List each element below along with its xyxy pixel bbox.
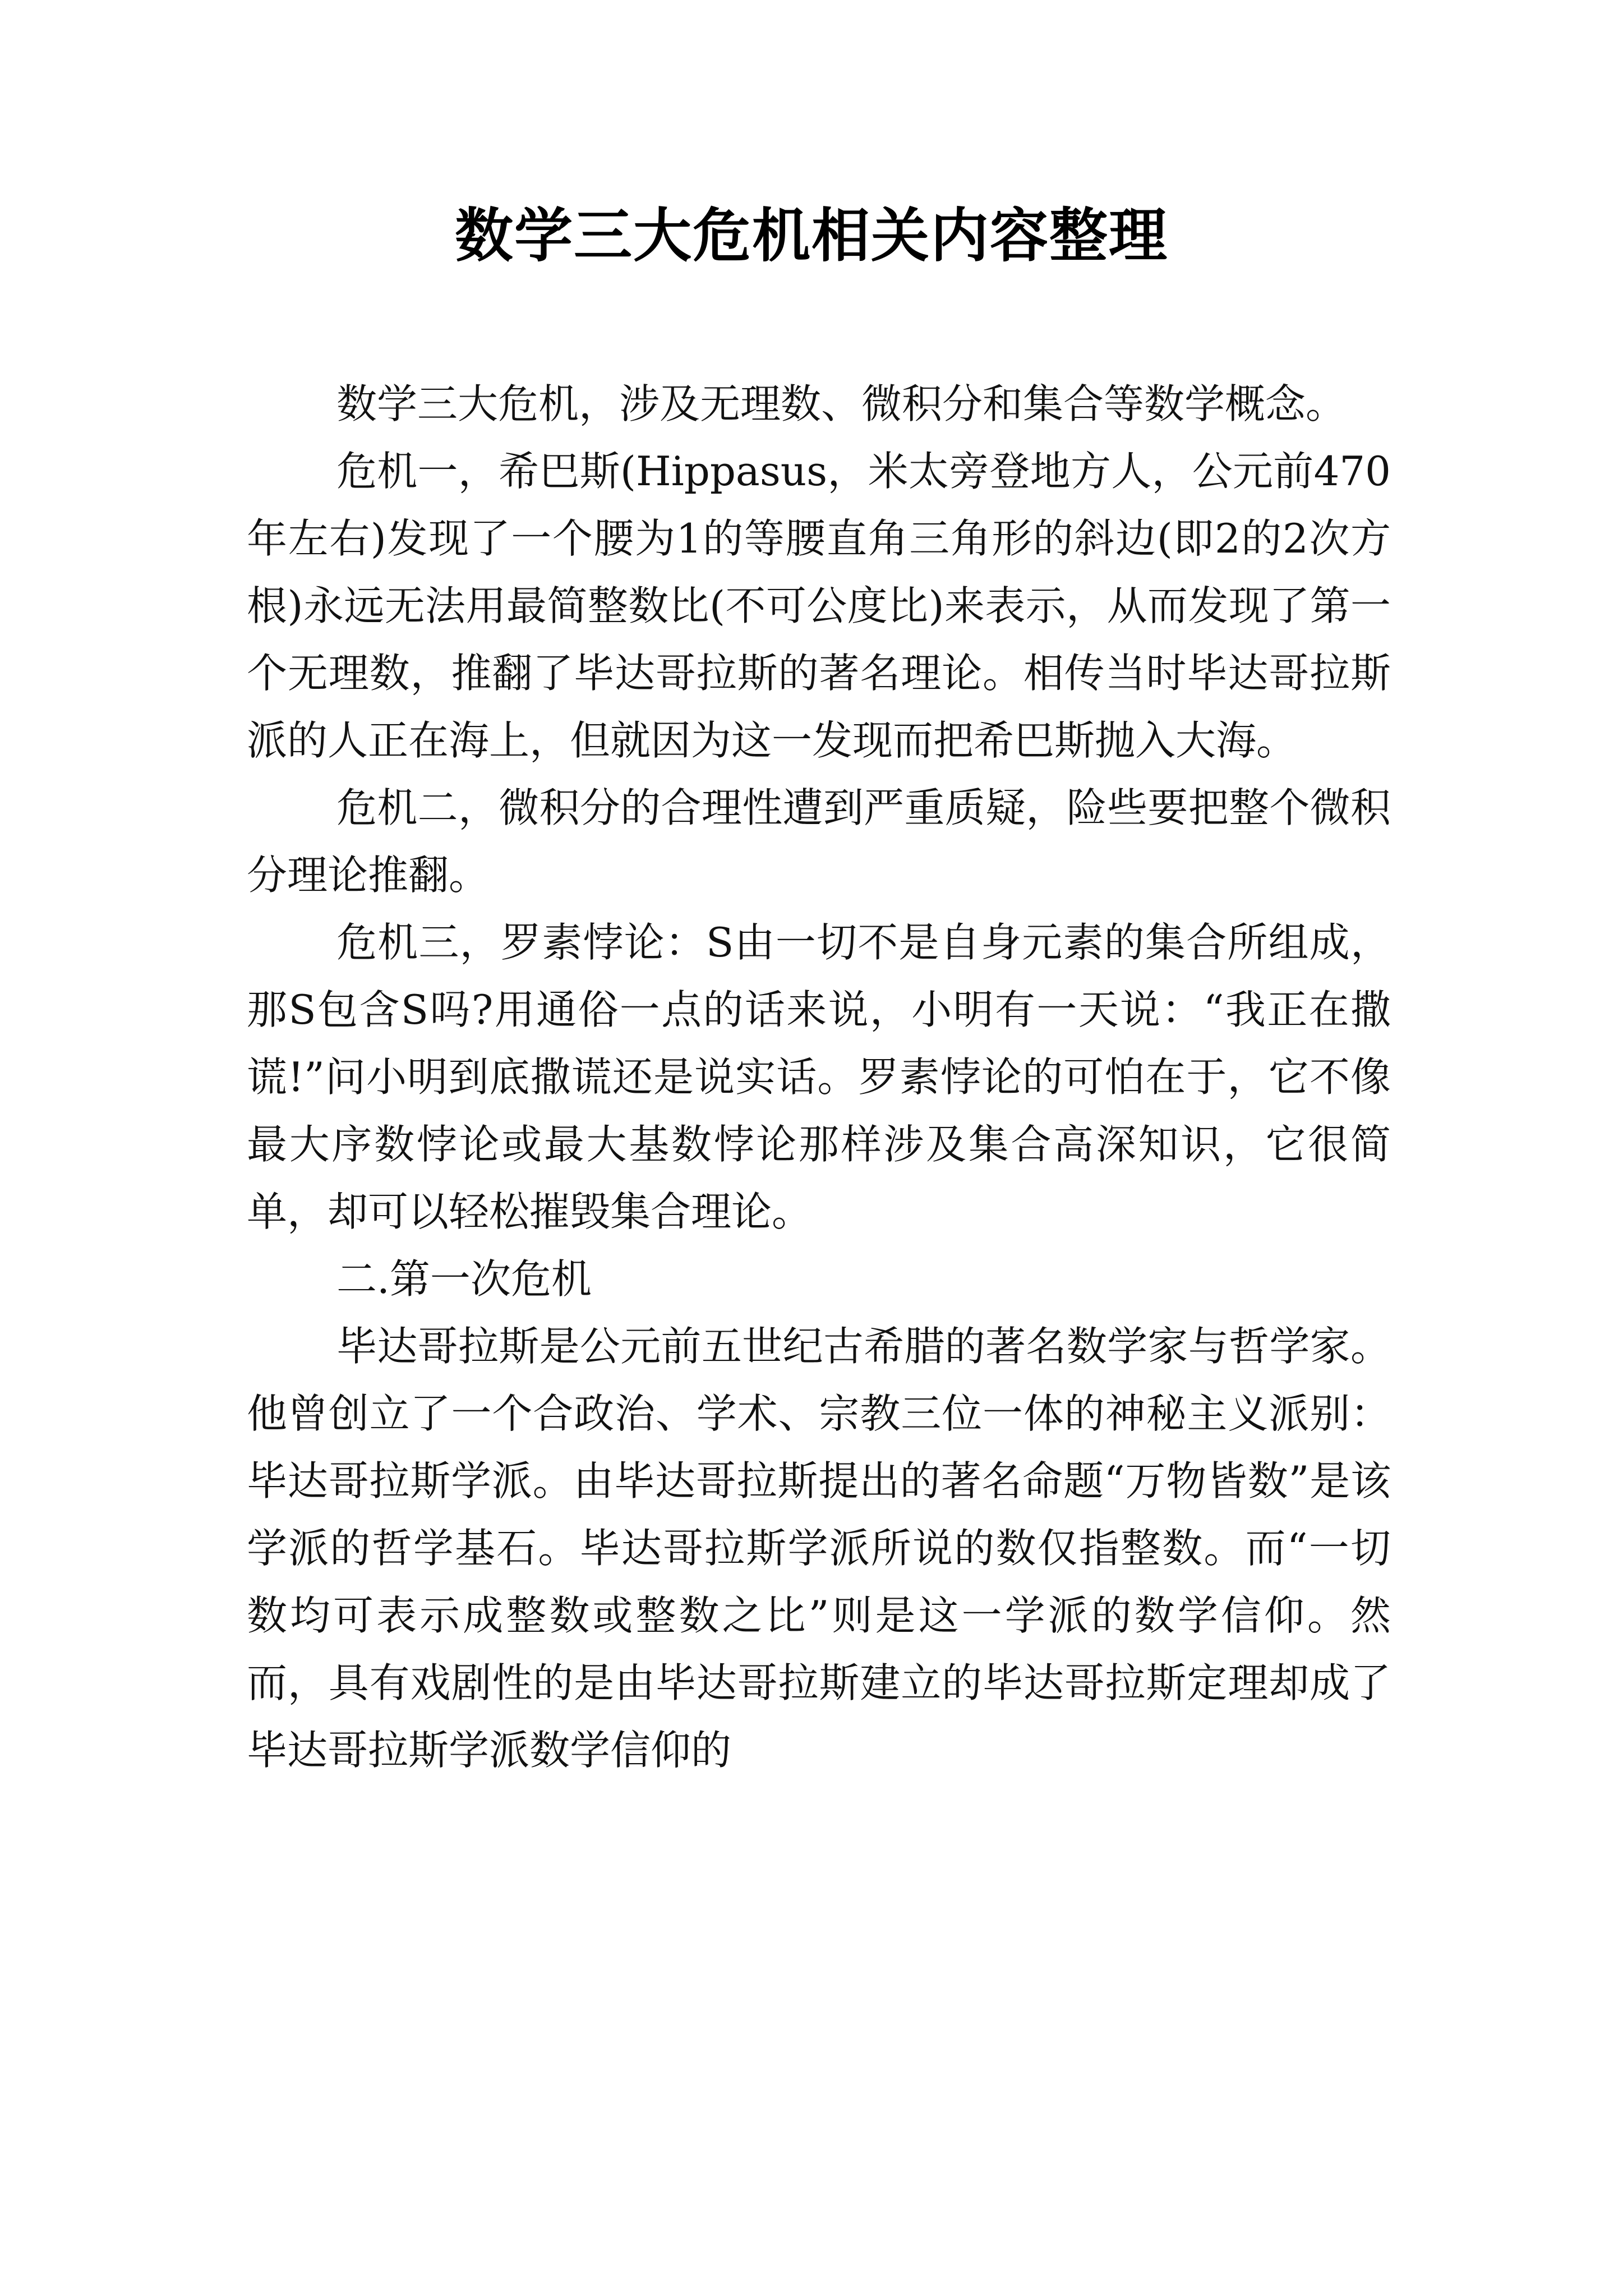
- paragraph-crisis-one: 危机一，希巴斯(Hippasus，米太旁登地方人，公元前470年左右)发现了一个腰为1的等腰直角三角形的斜边(即2的2次方根)永远无法用最简整数比(不可公度比)来表示，从而发现了第一个无理数，推翻了毕达哥拉斯的著名理论。相传当时毕达哥拉斯派的人正在海上，但就因为这一发现而把希巴斯抛入大海。: [247, 448, 1391, 764]
- section-heading-first-crisis: 二.第一次危机: [336, 1255, 592, 1303]
- paragraph-pythagoras: 毕达哥拉斯是公元前五世纪古希腊的著名数学家与哲学家。他曾创立了一个合政治、学术、宗教三位一体的神秘主义派别：毕达哥拉斯学派。由毕达哥拉斯提出的著名命题“万物皆数”是该学派的哲学基石。毕达哥拉斯学派所说的数仅指整数。而“一切数均可表示成整数或整数之比”则是这一学派的数学信仰。然而，具有戏剧性的是由毕达哥拉斯建立的毕达哥拉斯定理却成了毕达哥拉斯学派数学信仰的: [247, 1323, 1391, 1774]
- document-body: [247, 370, 1391, 1784]
- document-title: 数学三大危机相关内容整理: [454, 201, 1168, 270]
- paragraph-crisis-two: 危机二，微积分的合理性遭到严重质疑，险些要把整个微积分理论推翻。: [247, 784, 1391, 899]
- paragraph-intro: 数学三大危机，涉及无理数、微积分和集合等数学概念。: [336, 380, 1347, 427]
- paragraph-crisis-three: 危机三，罗素悖论：S由一切不是自身元素的集合所组成，那S包含S吗?用通俗一点的话来说，小明有一天说：“我正在撒谎!”问小明到底撒谎还是说实话。罗素悖论的可怕在于，它不像最大序数悖论或最大基数悖论那样涉及集合高深知识，它很简单，却可以轻松摧毁集合理论。: [247, 919, 1391, 1235]
